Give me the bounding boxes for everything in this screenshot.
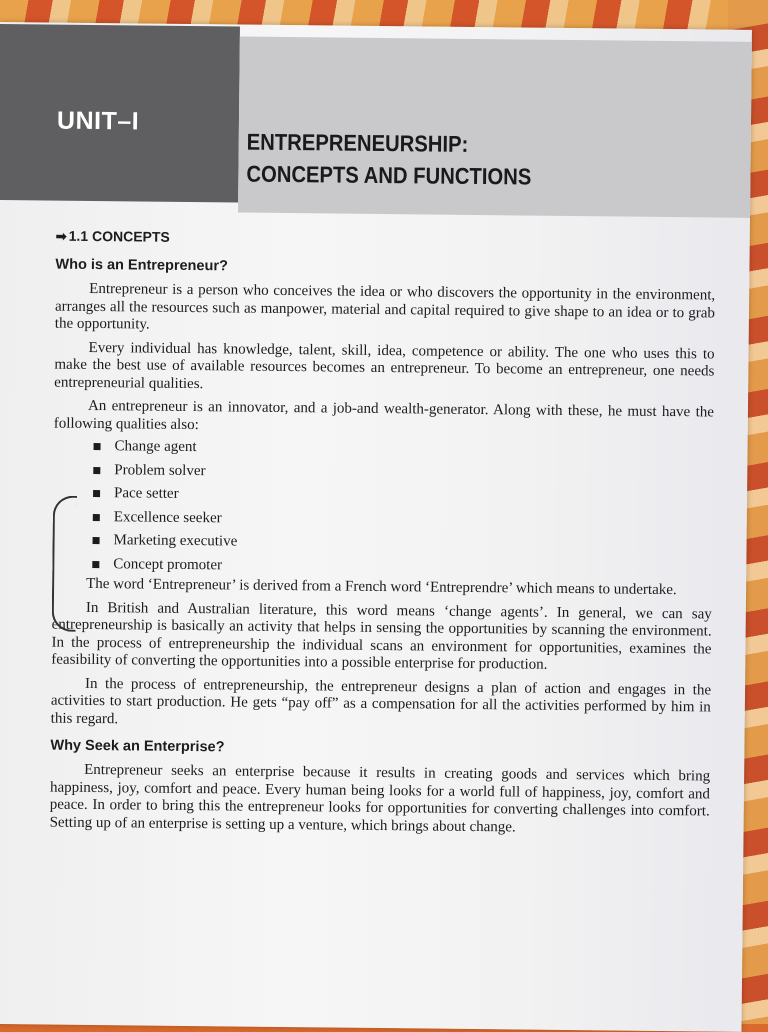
list-item: Change agent (93, 435, 713, 465)
bullet-square-icon (93, 490, 100, 497)
qualities-list (52, 435, 713, 583)
subheading-who-entrepreneur: Who is an Entrepreneur? (55, 256, 228, 275)
section-heading (56, 228, 716, 252)
paragraph-literature: In British and Australian literature, this word means ‘change agents’. In general, we can say entrepreneurship is basically an activity that helps in sensing the opportunities by scanning the environment. In the process of entrepreneurship the individual scans an environment for opportunities, examines the feasibility of converting the opportunities into a possible enterprise for production. (51, 599, 712, 673)
unit-label: UNIT–I (56, 106, 140, 136)
unit-banner (0, 24, 240, 203)
paragraph-individual: Every individual has knowledge, talent, skill, idea, competence or ability. The one who uses this to make the best use of available resources becomes an entrepreneur. To become an entrepreneur, one needs entrepreneurial qualities. (54, 339, 715, 392)
list-item: Concept promoter (92, 552, 712, 582)
bullet-square-icon (93, 514, 100, 521)
book-page (0, 22, 752, 1032)
bullet-square-icon (92, 561, 99, 568)
list-item: Problem solver (93, 459, 713, 489)
paragraph-word-origin: The word ‘Entrepreneur’ is derived from a French word ‘Entreprendre’ which means to undertake. (86, 575, 677, 599)
arrow-right-icon: ➡ (55, 228, 67, 244)
chapter-title-line-1: ENTREPRENEURSHIP: (246, 128, 469, 157)
list-item: Pace setter (93, 482, 713, 512)
paragraph-definition: Entrepreneur is a person who conceives the idea or who discovers the opportunity in the environment, arranges all the resources such as manpower, material and capital required to give shape to an idea or to grab the opportunity. (54, 280, 716, 333)
bullet-square-icon (94, 443, 101, 450)
paragraph-innovator: An entrepreneur is an innovator, and a job-and wealth-generator. Along with these, he must have the following qualities also: (53, 397, 715, 433)
subheading-why-enterprise: Why Seek an Enterprise? (50, 737, 225, 756)
section-heading-text: 1.1 CONCEPTS (68, 227, 170, 245)
list-item: Marketing executive (92, 529, 712, 559)
list-item: Excellence seeker (93, 505, 713, 535)
chapter-title-banner (238, 37, 752, 218)
bullet-square-icon (93, 537, 100, 544)
handwritten-bracket (52, 496, 77, 632)
paragraph-why-enterprise: Entrepreneur seeks an enterprise because it results in creating goods and services which bring happiness, joy, comfort and peace. Every human being looks for a world full of happiness, joy, comfort and peace. In order to bring this the entrepreneur looks for opportunities for converting challenges into comfort. Setting up of an enterprise is setting up a venture, which brings about change. (49, 761, 711, 835)
chapter-title-line-2: CONCEPTS AND FUNCTIONS (246, 160, 532, 190)
bullet-square-icon (93, 467, 100, 474)
paragraph-process: In the process of entrepreneurship, the entrepreneur designs a plan of action and engages in the activities to start production. He gets “pay off” as a compensation for all the activities performed by him in this regard. (50, 675, 712, 727)
page-content (50, 228, 716, 839)
